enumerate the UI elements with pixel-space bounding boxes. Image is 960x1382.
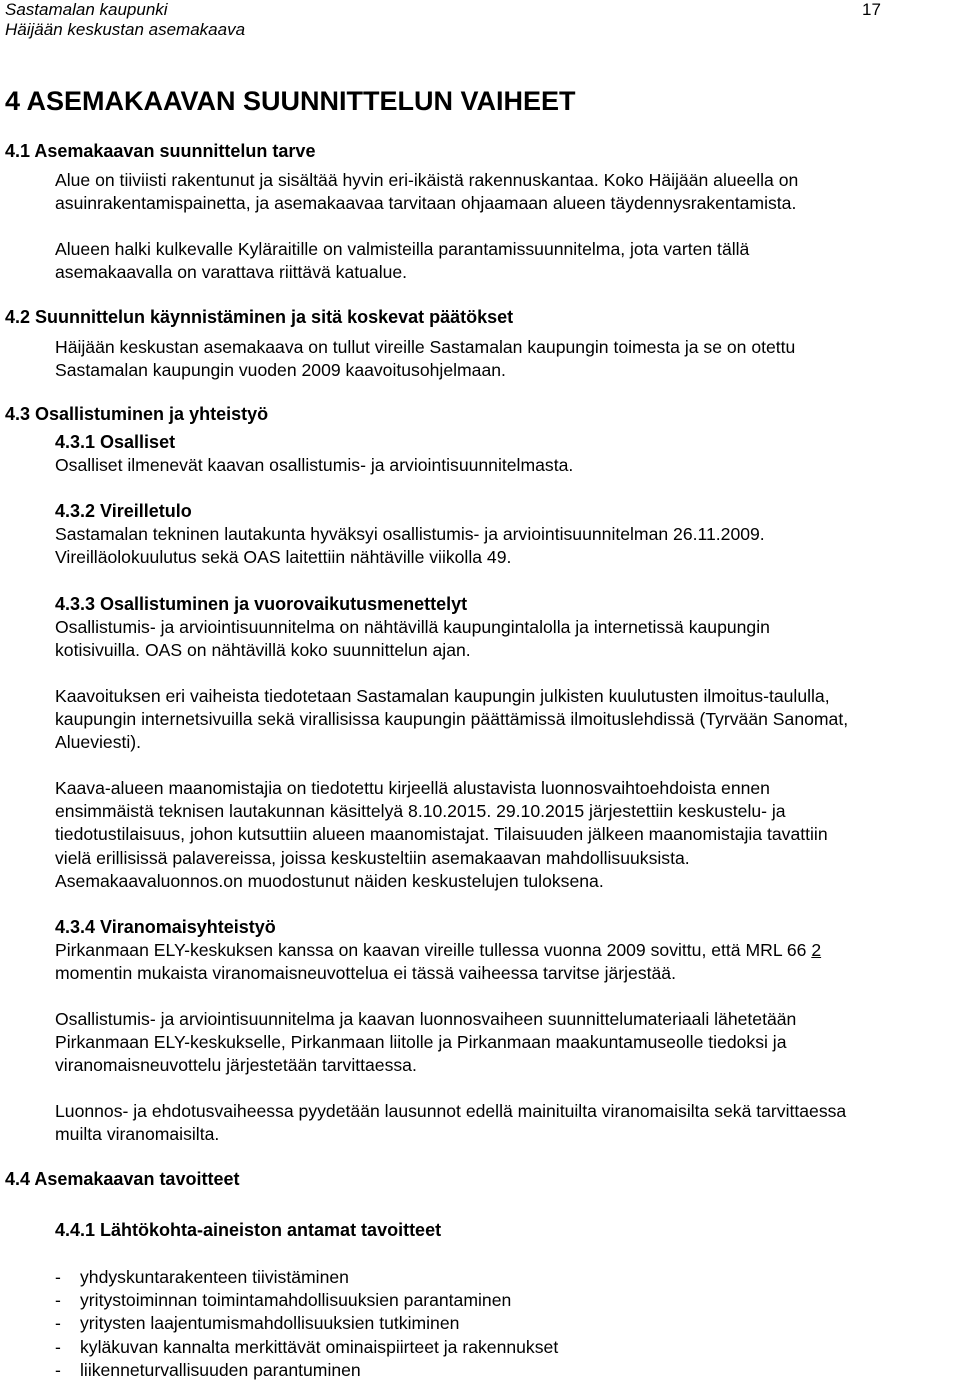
dash-bullet: -	[55, 1313, 61, 1334]
section-4-3-3-title: 4.3.3 Osallistuminen ja vuorovaikutusmenettelyt	[55, 594, 468, 614]
text-line: Kaava-alueen maanomistajia on tiedotettu kirjeellä alustavista luonnosvaihtoehdoista ennen	[55, 778, 770, 798]
list-item-text: kyläkuvan kannalta merkittävät ominaispiirteet ja rakennukset	[80, 1336, 559, 1357]
section-4-3-3-paragraph-3	[55, 777, 960, 893]
list-item	[55, 1336, 558, 1359]
list-item	[55, 1289, 558, 1312]
list-item	[55, 1312, 558, 1335]
list-item	[55, 1266, 558, 1289]
text-line: Luonnos- ja ehdotusvaiheessa pyydetään lausunnot edellä mainituilta viranomaisilta sekä tarvittaessa	[55, 1101, 847, 1121]
text-line: Asemakaavaluonnos.on muodostunut näiden keskustelujen tuloksena.	[55, 870, 604, 891]
section-4-4-1-title: 4.4.1 Lähtökohta-aineiston antamat tavoitteet	[55, 1220, 442, 1240]
text-line: vielä erillisissä palavereissa, joissa keskusteltiin asemakaavan mahdollisuuksista.	[55, 847, 690, 868]
section-4-3-3-paragraph-2	[55, 685, 960, 755]
section-4-3-2-title: 4.3.2 Vireilletulo	[55, 501, 192, 521]
list-item	[55, 1359, 558, 1382]
section-4-3-4-paragraph-1	[55, 939, 960, 985]
text-line: Alueviesti).	[55, 732, 142, 753]
goals-list	[55, 1266, 558, 1382]
section-4-3-title: 4.3 Osallistuminen ja yhteistyö	[5, 404, 269, 424]
text-line: asuinrakentamispainetta, ja asemakaavaa tarvitaan ohjaamaan alueen täydennysrakentamista.	[55, 193, 797, 214]
section-4-4-title: 4.4 Asemakaavan tavoitteet	[5, 1169, 240, 1189]
text-line: asemakaavalla on varattava riittävä katualue.	[55, 262, 408, 283]
dash-bullet: -	[55, 1290, 61, 1311]
text-line: ensimmäistä teknisen lautakunnan käsittelyä 8.10.2015. 29.10.2015 järjestettiin keskustelu- ja	[55, 801, 786, 822]
section-4-1-paragraph-1	[55, 169, 960, 215]
text-run: Pirkanmaan ELY-keskuksen kanssa on kaavan vireille tullessa vuonna 2009 sovittu, että MRL 66	[55, 940, 807, 960]
section-4-1-paragraph-2	[55, 238, 960, 284]
section-4-3-4-title: 4.3.4 Viranomaisyhteistyö	[55, 917, 276, 937]
dash-bullet: -	[55, 1359, 61, 1380]
list-item-text: liikenneturvallisuuden parantuminen	[80, 1359, 361, 1380]
list-item-text: yritysten laajentumismahdollisuuksien tutkiminen	[80, 1313, 460, 1334]
section-4-1-title: 4.1 Asemakaavan suunnittelun tarve	[5, 141, 316, 161]
header-doc-title: Häijään keskustan asemakaava	[5, 20, 246, 39]
list-item-text: yritystoiminnan toimintamahdollisuuksien parantaminen	[80, 1290, 512, 1311]
dash-bullet: -	[55, 1267, 61, 1287]
text-line: Alue on tiiviisti rakentunut ja sisältää hyvin eri-ikäistä rakennuskantaa. Koko Häijään alueella on	[55, 170, 799, 190]
section-4-3-4-paragraph-2	[55, 1008, 960, 1078]
text-line: Häijään keskustan asemakaava on tullut vireille Sastamalan kaupungin toimesta ja se on otettu	[55, 337, 796, 357]
section-4-3-1-paragraph-1	[55, 454, 960, 477]
text-line: Sastamalan tekninen lautakunta hyväksyi osallistumis- ja arviointisuunnitelman 26.11.2009.	[55, 524, 765, 544]
text-line: momentin mukaista viranomaisneuvottelua ei tässä vaiheessa tarvitse järjestää.	[55, 963, 676, 984]
chapter-title: 4 ASEMAKAAVAN SUUNNITTELUN VAIHEET	[5, 86, 576, 116]
text-line: Vireilläolokuulutus sekä OAS laitettiin nähtäville viikolla 49.	[55, 547, 512, 568]
page-number: 17	[862, 0, 881, 19]
text-line: Pirkanmaan ELY-keskukselle, Pirkanmaan liitolle ja Pirkanmaan maakuntamuseolle tiedoksi ja	[55, 1032, 787, 1053]
text-line: tiedotustilaisuus, johon kutsuttiin alueen maanomistajat. Tilaisuuden jälkeen maanomistajia tavattiin	[55, 824, 828, 845]
section-4-3-4-paragraph-3	[55, 1100, 960, 1146]
header-org: Sastamalan kaupunki	[5, 0, 168, 19]
section-4-3-3-paragraph-1	[55, 616, 960, 662]
dash-bullet: -	[55, 1336, 61, 1357]
section-4-3-2-paragraph-1	[55, 523, 960, 569]
text-line: viranomaisneuvottelu järjestetään tarvittaessa.	[55, 1055, 417, 1076]
text-line: Osallistumis- ja arviointisuunnitelma on nähtävillä kaupungintalolla ja internetissä kaupungin	[55, 617, 770, 637]
text-line: kotisivuilla. OAS on nähtävillä koko suunnittelun ajan.	[55, 640, 471, 661]
text-line: Osallistumis- ja arviointisuunnitelma ja kaavan luonnosvaiheen suunnittelumateriaali lähetetään	[55, 1009, 797, 1029]
underlined-paragraph-number: 2	[811, 940, 822, 960]
text-line: muilta viranomaisilta.	[55, 1124, 220, 1145]
text-line: Sastamalan kaupungin vuoden 2009 kaavoitusohjelmaan.	[55, 360, 506, 381]
section-4-3-1-title: 4.3.1 Osalliset	[55, 432, 176, 452]
text-line: Alueen halki kulkevalle Kyläraitille on valmisteilla parantamissuunnitelma, jota varten tällä	[55, 239, 750, 259]
section-4-2-title: 4.2 Suunnittelun käynnistäminen ja sitä koskevat päätökset	[5, 307, 514, 327]
list-item-text: yhdyskuntarakenteen tiivistäminen	[80, 1267, 349, 1287]
text-line: kaupungin internetsivuilla sekä virallisissa kaupungin päättämissä ilmoituslehdissä (Tyrvään Sanomat,	[55, 709, 849, 730]
section-4-2-paragraph-1	[55, 336, 960, 382]
text-line: Kaavoituksen eri vaiheista tiedotetaan Sastamalan kaupungin julkisten kuulutusten ilmoitus-taululla,	[55, 686, 830, 706]
text-line: Osalliset ilmenevät kaavan osallistumis- ja arviointisuunnitelmasta.	[55, 455, 574, 475]
text-line	[55, 939, 960, 962]
